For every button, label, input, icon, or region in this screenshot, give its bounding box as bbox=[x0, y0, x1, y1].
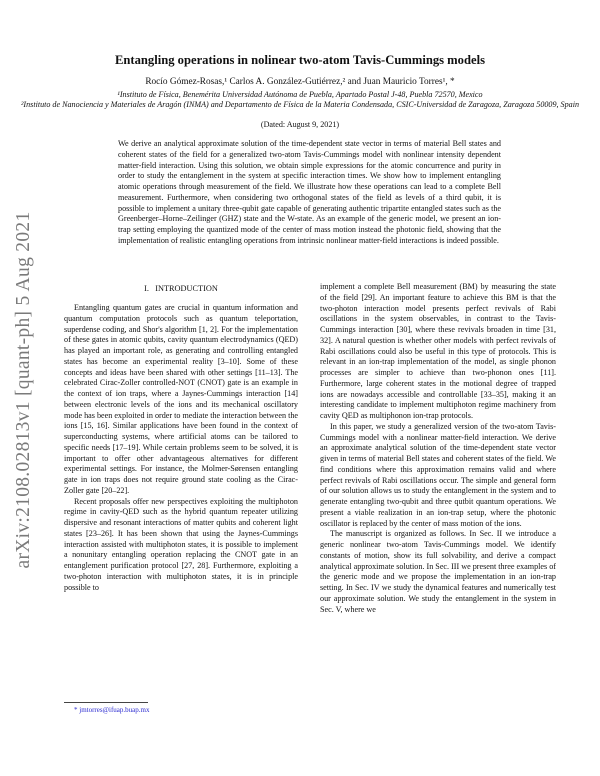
right-column bbox=[320, 282, 556, 615]
paragraph: implement a complete Bell measurement (BM) by measuring the state of the field [29]. An important feature to achieve this BM is that the two-photon interaction model presents perfect revivals of Rabi oscillations in the system observables, in contrast to the Tavis-Cummings interaction [30], where these revivals broaden in time [31, 32]. A natural question is whether other models with perfect revivals of Rabi oscillations could also be useful in this type of protocols. This is relevant in an ion-trap implementation of the model, as single phonon processes are simpler to achieve than two-phonon ones [11]. Furthermore, large coherent states in the motional degree of trapped ions are nowadays accessible and controllable [33–35], making it an interesting candidate to implement multiphoton regime machinery from cavity QED as multiphonon ion-trap protocols. bbox=[320, 282, 556, 420]
section-title: INTRODUCTION bbox=[155, 284, 218, 293]
paragraph: Recent proposals offer new perspectives exploiting the multiphoton regime in cavity-QED such as the hybrid quantum repeater utilizing dispersive and resonant interactions of matter qubits and coherent light states [23–26]. It has been shown that using the Jaynes-Cummings interaction assisted with multiphoton states, it is possible to implement a nonunitary entangling operation replacing the CNOT gate in an entanglement purification protocol [27, 28]. Furthermore, exploiting a two-photon interaction with multiphoton states, it is in principle possible to bbox=[64, 496, 298, 592]
left-column bbox=[64, 282, 298, 593]
section-number: I. bbox=[144, 284, 149, 293]
affiliation-1: ¹Instituto de Física, Benemérita Universidad Autónoma de Puebla, Apartado Postal J-48, Puebla 72570, Mexico bbox=[117, 90, 483, 99]
date-line: (Dated: August 9, 2021) bbox=[260, 120, 340, 129]
paragraph: In this paper, we study a generalized version of the two-atom Tavis-Cummings model with a nonlinear matter-field interaction. We derive an approximate analytical solution of the time-dependent state vector given in terms of material Bell states and coherent states of the field. We find conditions where this approximation remains valid and where perfect revivals of Rabi oscillations occur. The simple and general form of our solution allows us to study the entanglement in the system and to generate entangling two-qubit and three qutbit quantum operations. We present a viable realization in an ion-trap setup, where the photonic oscillator is replaced by the center of mass motion of the ions. bbox=[320, 421, 556, 528]
abstract: We derive an analytical approximate solution of the time-dependent state vector in terms of material Bell states and coherent states of the field for a generalized two-atom Tavis-Cummings model with nonlinear intensity dependent matter-field interaction. Using this solution, we obtain simple expressions for the atomic concurrence and purity in order to study the entanglement in the system at specific interaction times. We show how to implement entangling atomic operations through measurement of the field. We illustrate how these operations can lead to a complete Bell measurement. Furthermore, when considering two orthogonal states of the field as levels of a third qubit, it is possible to implement a unitary three-qubit gate capable of generating authentic tripartite entangled states such as the Greenberger–Horne–Zeilinger (GHZ) state and the W-state. As an example of the generic model, we present an ion-trap setting employing the quantized mode of the center of mass motion instead the photonic field, showing that the implementation of realistic entangling operations from intrinsic nonlinear matter-field interactions is indeed possible. bbox=[118, 139, 501, 245]
footnote-rule bbox=[64, 702, 148, 703]
footnote-email[interactable]: * jmtorres@ifuap.buap.mx bbox=[74, 706, 150, 714]
section-heading bbox=[64, 282, 298, 295]
paper-title: Entangling operations in nolinear two-atom Tavis-Cummings models bbox=[115, 53, 485, 67]
author-list: Rocío Gómez-Rosas,¹ Carlos A. González-Gutiérrez,² and Juan Mauricio Torres¹, * bbox=[145, 77, 455, 87]
affiliation-2: ²Instituto de Nanociencia y Materiales de Aragón (INMA) and Departamento de Física de la Materia Condensada, CSIC-Universidad de Zaragoza, Zaragoza 50009, Spain bbox=[21, 100, 579, 109]
paragraph: The manuscript is organized as follows. In Sec. II we introduce a generic nonlinear two-atom Tavis-Cummings model. We identify constants of motion, show its full solvability, and derive a compact analytical approximate solution. In Sec. III we present three examples of the generic mode and we propose the implementation in an ion-trap setting. In Sec. IV we study the dynamical features and numerically test our approximate solution. We study the entanglement in the system in Sec. V, where we bbox=[320, 529, 556, 614]
paragraph: Entangling quantum gates are crucial in quantum information and quantum computation protocols such as quantum teleportation, superdense coding, and Shor's algorithm [1, 2]. For the implementation of these gates in atomic qubits, cavity quantum electrodynamics (QED) has played an important role, as generating and controlling entangled states has become an experimental reality [3–10]. Some of these concepts and ideas have been shared with other settings [11–13]. The celebrated Cirac-Zoller controlled-NOT (CNOT) gate is an example in the context of ion traps, where a Jaynes-Cummings interaction [14] between electronic levels of the ions and its mechanical oscillatory mode has been exploited in order to mediate the interaction between the ions [15, 16]. Similar applications have been found in the context of superconducting systems, where artificial atoms can be tailored to specific needs [17–19]. While certain problems seem to be solved, it is important to offer other advantageous alternatives for different experimental settings. For instance, the Molmer-Sørensen entangling gate in ion traps does not require ground state cooling as the Cirac-Zoller gate [20–22]. bbox=[64, 303, 298, 495]
arxiv-stamp: arXiv:2108.02813v1 [quant-ph] 5 Aug 2021 bbox=[13, 211, 34, 569]
